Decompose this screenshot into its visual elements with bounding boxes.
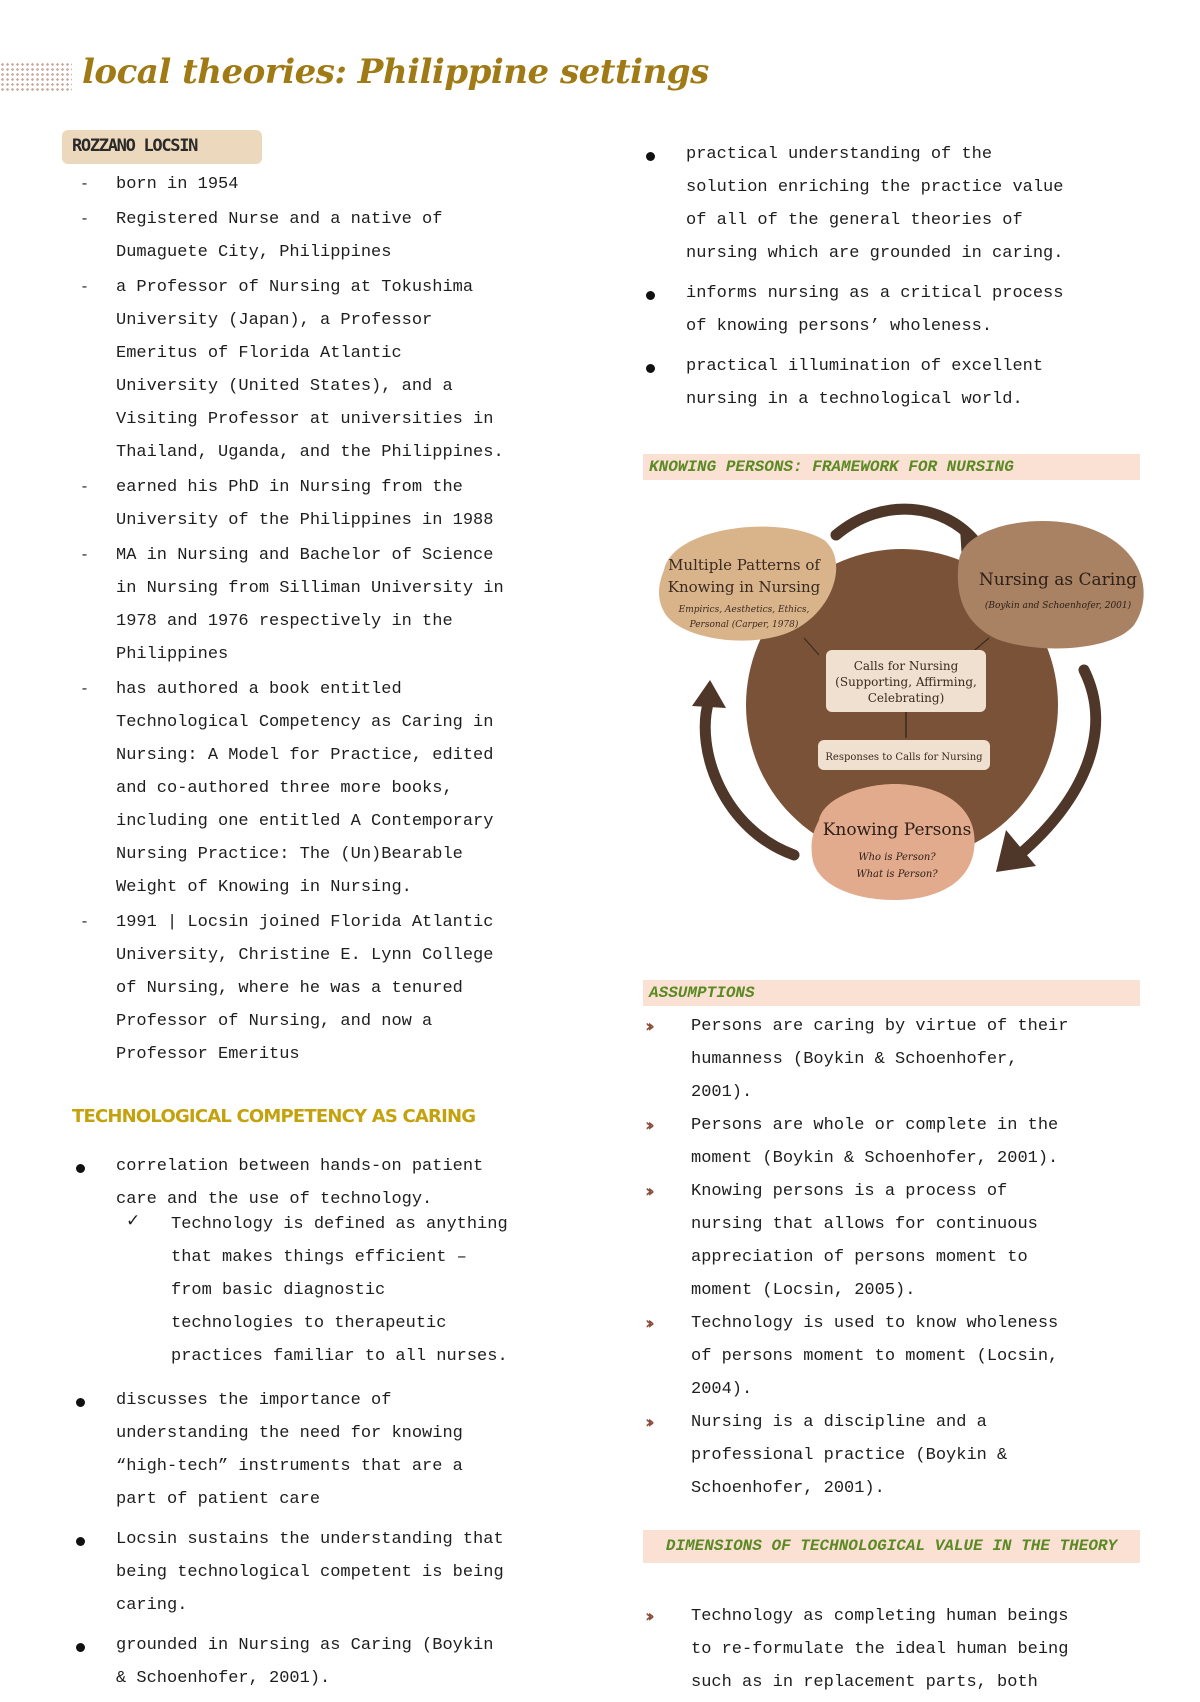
node-bottom-sub-line1: Who is Person? (858, 852, 936, 863)
bio-item: - 1991 | Locsin joined Florida Atlantic University, Christine E. Lynn College of Nursing, where he was a tenured Professor of Nursing, and now a Professor Emeritus (70, 906, 590, 1071)
chevron-right-icon: ›› (645, 1412, 650, 1433)
assumption-item: ›› Knowing persons is a process of nursing that allows for continuous appreciation of persons moment to moment (Locsin, 2005). (645, 1175, 1165, 1307)
bullet-dot (646, 291, 655, 300)
left-arrow-head (692, 680, 726, 708)
dash-marker: - (80, 479, 90, 496)
right-bullet-item: practical understanding of the solution enriching the practice value of all of the general theories of nursing which are grounded in caring. (640, 138, 1180, 270)
tcc-heading: TECHNOLOGICAL COMPETENCY AS CARING (72, 1106, 476, 1127)
calls-line2: (Supporting, Affirming, (835, 675, 977, 689)
assumption-item: ›› Nursing is a discipline and a professional practice (Boykin & Schoenhofer, 2001). (645, 1406, 1165, 1505)
checkmark-icon: ✓ (126, 1211, 141, 1231)
name-tag: ROZZANO LOCSIN (62, 130, 262, 164)
title-decoration (0, 62, 72, 92)
chevron-right-icon: ›› (645, 1115, 650, 1136)
page-title: local theories: Philippine settings (82, 52, 709, 92)
bio-item: - earned his PhD in Nursing from the University of the Philippines in 1988 (70, 471, 590, 537)
tcc-item: grounded in Nursing as Caring (Boykin & Schoenhofer, 2001). (70, 1629, 590, 1695)
dash-marker: - (80, 914, 90, 931)
right-bullet-item: informs nursing as a critical process of knowing persons’ wholeness. (640, 277, 1180, 343)
dash-marker: - (80, 176, 90, 193)
bio-item: - born in 1954 (70, 168, 590, 201)
assumption-item: ›› Persons are caring by virtue of their humanness (Boykin & Schoenhofer, 2001). (645, 1010, 1165, 1109)
bullet-dot (646, 152, 655, 161)
dash-marker: - (80, 681, 90, 698)
node-right-sub: (Boykin and Schoenhofer, 2001) (984, 601, 1132, 611)
bio-item: - Registered Nurse and a native of Dumaguete City, Philippines (70, 203, 590, 269)
tcc-sublist (126, 1208, 576, 1373)
dash-marker: - (80, 547, 90, 564)
dimension-item: ›› Technology as completing human beings to re-formulate the ideal human being such as in replacement parts, both (645, 1600, 1165, 1699)
bullet-dot (76, 1537, 85, 1546)
tcc-list-b (70, 1384, 590, 1702)
assumption-item: ›› Technology is used to know wholeness of persons moment to moment (Locsin, 2004). (645, 1307, 1165, 1406)
right-bullet-item: practical illumination of excellent nursing in a technological world. (640, 350, 1180, 416)
bullet-dot (76, 1643, 85, 1652)
bullet-dot (646, 364, 655, 373)
assumptions-heading: ASSUMPTIONS (643, 980, 1140, 1006)
top-arrow-shaft (836, 509, 974, 540)
dash-marker: - (80, 211, 90, 228)
assumption-item: ›› Persons are whole or complete in the moment (Boykin & Schoenhofer, 2001). (645, 1109, 1165, 1175)
bio-item: - has authored a book entitled Technological Competency as Caring in Nursing: A Model for Practice, edited and co-authored three more books, including one entitled A Contemporary Nursing Practice: The (Un)Bearable Weight of Knowing in Nursing. (70, 673, 590, 904)
bio-list (70, 168, 590, 1071)
chevron-right-icon: ›› (645, 1181, 650, 1202)
framework-diagram (644, 500, 1174, 940)
calls-line1: Calls for Nursing (853, 659, 959, 673)
chevron-right-icon: ›› (645, 1016, 650, 1037)
knowing-persons-blob (811, 784, 974, 900)
tcc-item: correlation between hands-on patient care and the use of technology. (70, 1150, 590, 1216)
chevron-right-icon: ›› (645, 1313, 650, 1334)
tcc-item: discusses the importance of understanding the need for knowing “high-tech” instruments that are a part of patient care (70, 1384, 590, 1516)
node-bottom-sub-line2: What is Person? (856, 869, 938, 880)
dimensions-list (645, 1600, 1165, 1699)
node-bottom-title: Knowing Persons (822, 820, 972, 840)
bio-item: - MA in Nursing and Bachelor of Science in Nursing from Silliman University in 1978 and 1976 respectively in the Philippines (70, 539, 590, 671)
tcc-item: Locsin sustains the understanding that being technological competent is being caring. (70, 1523, 590, 1622)
node-left-sub-line1: Empirics, Aesthetics, Ethics, (678, 605, 810, 615)
right-bullet-list (640, 138, 1180, 423)
framework-heading: KNOWING PERSONS: FRAMEWORK FOR NURSING (643, 454, 1140, 480)
node-right-title: Nursing as Caring (978, 570, 1138, 590)
bullet-dot (76, 1398, 85, 1407)
node-left-title-line2: Knowing in Nursing (667, 578, 821, 596)
chevron-right-icon: ›› (645, 1606, 650, 1627)
bullet-dot (76, 1164, 85, 1173)
bio-item: - a Professor of Nursing at Tokushima University (Japan), a Professor Emeritus of Florida Atlantic University (United States), and a Visiting Professor at universities in Thailand, Uganda, and the Philippines. (70, 271, 590, 469)
calls-line3: Celebrating) (867, 691, 945, 705)
tcc-subitem: ✓ Technology is defined as anything that makes things efficient – from basic diagnostic technologies to therapeutic practices familiar to all nurses. (126, 1208, 576, 1373)
responses-text: Responses to Calls for Nursing (825, 752, 983, 763)
assumptions-list (645, 1010, 1165, 1505)
dash-marker: - (80, 279, 90, 296)
node-left-title-line1: Multiple Patterns of (668, 556, 820, 574)
dimensions-heading: DIMENSIONS OF TECHNOLOGICAL VALUE IN THE THEORY (643, 1530, 1140, 1563)
node-left-sub-line2: Personal (Carper, 1978) (689, 620, 799, 630)
